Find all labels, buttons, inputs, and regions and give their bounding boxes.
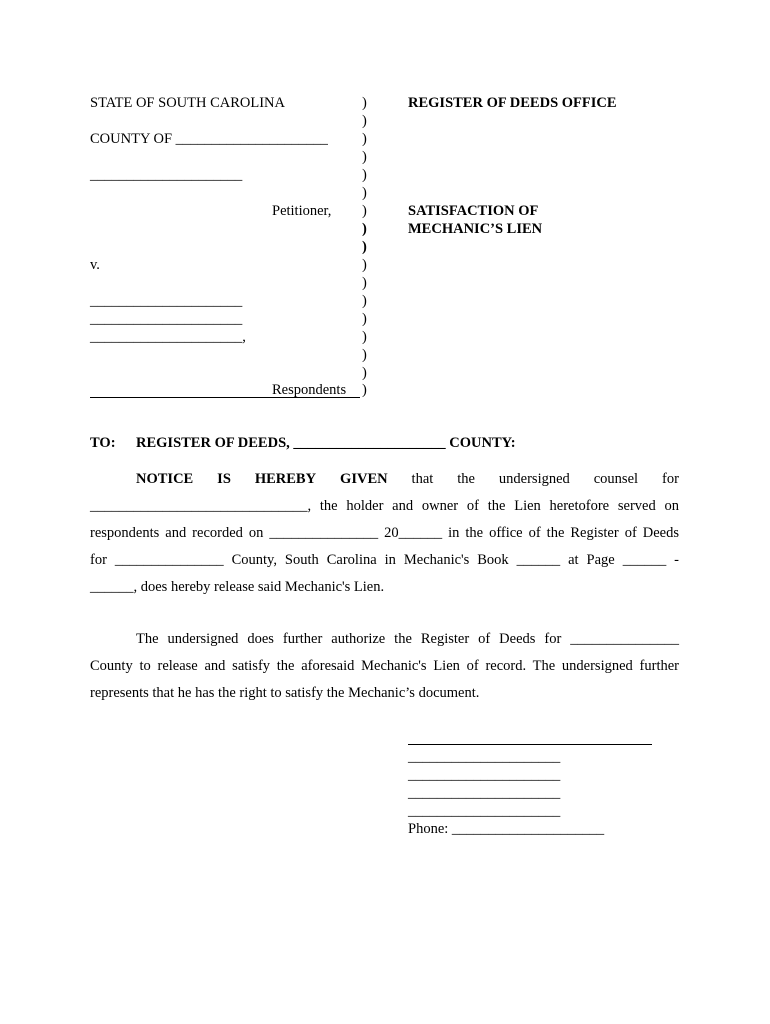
notice-word: for [662,471,679,487]
caption-parenthesis: ) [362,293,367,309]
caption-parenthesis: ) [362,239,367,255]
caption-parenthesis: ) [362,365,367,381]
to-addressee: REGISTER OF DEEDS, _____________________ COUNTY: [136,435,516,451]
authorize-line-1: The undersigned does further authorize the Register of Deeds for _______________ [136,631,679,647]
to-label: TO: [90,435,116,451]
caption-parenthesis: ) [362,95,367,111]
notice-word: HEREBY [254,471,317,487]
signature-blank-3: _____________________ [408,785,561,801]
caption-parenthesis: ) [362,113,367,129]
notice-paragraph [90,466,679,601]
respondent-blank-3: _____________________, [90,329,246,345]
notice-word: counsel [593,471,639,487]
caption-parenthesis: ) [362,257,367,273]
notice-line-5: ______, does hereby release said Mechanic's Lien. [90,579,385,595]
respondent-blank-1: _____________________ [90,293,243,309]
caption-parenthesis: ) [362,167,367,183]
caption-parenthesis: ) [362,347,367,363]
petitioner-label: Petitioner, [272,203,332,219]
county-caption: COUNTY OF _____________________ [90,131,328,147]
notice-line-2: ______________________________, the holder and owner of the Lien heretofore served on [90,498,679,514]
signature-blank-2: _____________________ [408,767,561,783]
phone-field: Phone: _____________________ [408,821,605,837]
authorize-line-3: represents that he has the right to satisfy the Mechanic’s document. [90,685,480,701]
caption-parenthesis: ) [362,311,367,327]
notice-word: NOTICE [136,471,194,487]
caption-parenthesis: ) [362,275,367,291]
caption-parenthesis: ) [362,185,367,201]
notice-word: GIVEN [340,471,388,487]
notice-line-3: respondents and recorded on _______________ 20______ in the office of the Register of Deeds [90,525,679,541]
notice-word: the [457,471,475,487]
authorize-paragraph [90,626,679,707]
document-title-line-1: SATISFACTION OF [408,203,539,219]
state-caption: STATE OF SOUTH CAROLINA [90,95,285,111]
versus-label: v. [90,257,100,273]
respondent-blank-2: _____________________ [90,311,243,327]
respondents-label: Respondents [272,382,347,398]
caption-parenthesis: ) [362,203,367,219]
notice-word: that [411,471,434,487]
caption-parenthesis: ) [362,329,367,345]
caption-parenthesis: ) [362,221,367,237]
notice-word: undersigned [498,471,570,487]
caption-parenthesis: ) [362,149,367,165]
notice-word: IS [217,471,231,487]
authorize-line-2: County to release and satisfy the aforesaid Mechanic's Lien of record. The undersigned further [90,658,679,674]
caption-parenthesis: ) [362,131,367,147]
office-heading: REGISTER OF DEEDS OFFICE [408,95,617,111]
notice-line-4: for _______________ County, South Carolina in Mechanic's Book ______ at Page ______ - [90,552,679,568]
caption-parenthesis: ) [362,382,367,398]
signature-blank-4: _____________________ [408,803,561,819]
signature-rule [408,744,652,745]
notice-line-1 [90,466,679,493]
signature-blank-1: _____________________ [408,749,561,765]
petitioner-name-blank: _____________________ [90,167,243,183]
document-title-line-2: MECHANIC’S LIEN [408,221,543,237]
